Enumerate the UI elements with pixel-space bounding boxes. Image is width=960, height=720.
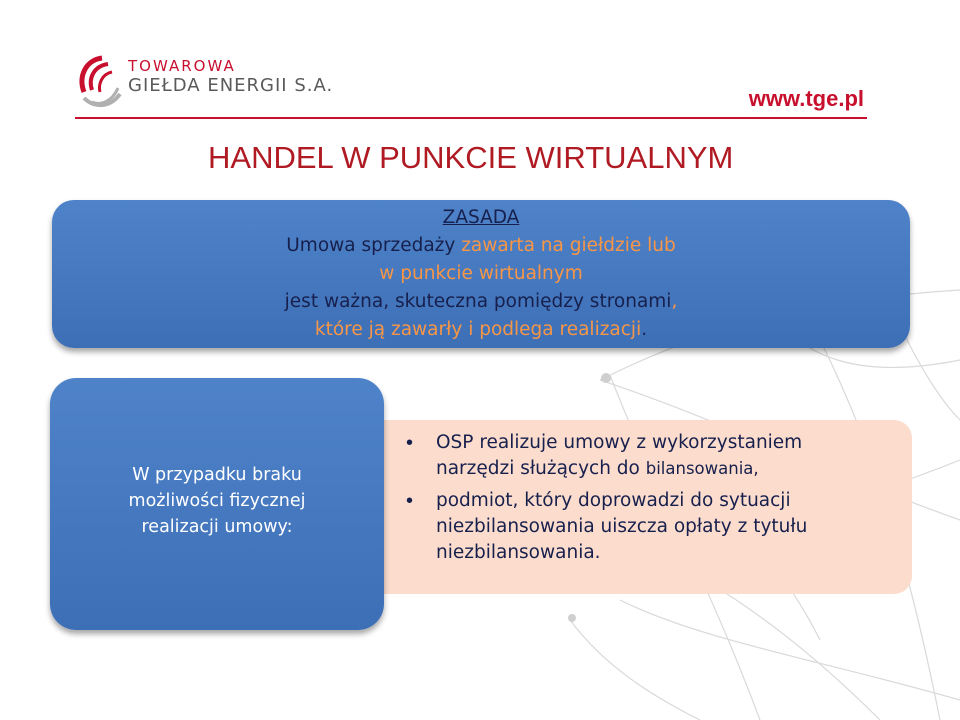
logo-line-2: GIEŁDA ENERGII S.A. — [128, 75, 334, 96]
logo-swirl-icon — [78, 54, 126, 114]
principle-line3-b: , — [671, 291, 678, 312]
case-box — [50, 378, 384, 630]
bullet-2-line-3a: niezbilansowania — [436, 542, 595, 563]
principle-line1-b: zawarta na giełdzie lub — [455, 235, 676, 256]
bullet-icon: • — [406, 432, 414, 454]
principle-line1-a: Umowa sprzedaży — [286, 235, 456, 256]
principle-line2: w punkcie wirtualnym — [379, 263, 583, 284]
principle-line4-a: które ją zawarły i podlega realizacji — [314, 319, 642, 340]
consequences-list — [404, 430, 909, 566]
bullet-2-line-1: podmiot, który doprowadzi do sytuacji — [436, 490, 791, 511]
site-url-link[interactable]: www.tge.pl — [748, 86, 864, 111]
list-item — [404, 430, 909, 482]
case-line-3: realizacji umowy: — [141, 517, 293, 537]
bullet-2-line-3b: . — [594, 542, 601, 563]
case-text — [50, 462, 384, 540]
list-item — [404, 488, 909, 566]
bullet-icon: • — [406, 490, 414, 512]
case-line-2: możliwości fizycznej — [128, 491, 306, 511]
bullet-1-line-2a: narzędzi służących do — [436, 458, 646, 479]
bullet-1-line-2b: bilansowania, — [645, 459, 759, 478]
bullet-2-line-2: niezbilansowania uiszcza opłaty z tytułu — [436, 516, 808, 537]
principle-line4-b: . — [641, 319, 648, 340]
principle-heading: ZASADA — [442, 207, 520, 228]
consequences-panel — [384, 420, 912, 594]
company-logo[interactable] — [78, 54, 378, 114]
bullet-1-line-1: OSP realizuje umowy z wykorzystaniem — [436, 432, 803, 453]
header-divider — [75, 117, 867, 119]
principle-line3-a: jest ważna, skuteczna pomiędzy stronami — [284, 291, 672, 312]
principle-text — [52, 204, 910, 344]
principle-box — [52, 200, 910, 348]
case-line-1: W przypadku braku — [132, 465, 302, 485]
page-title: HANDEL W PUNKCIE WIRTUALNYM — [208, 140, 734, 175]
logo-line-1: TOWAROWA — [128, 57, 236, 75]
